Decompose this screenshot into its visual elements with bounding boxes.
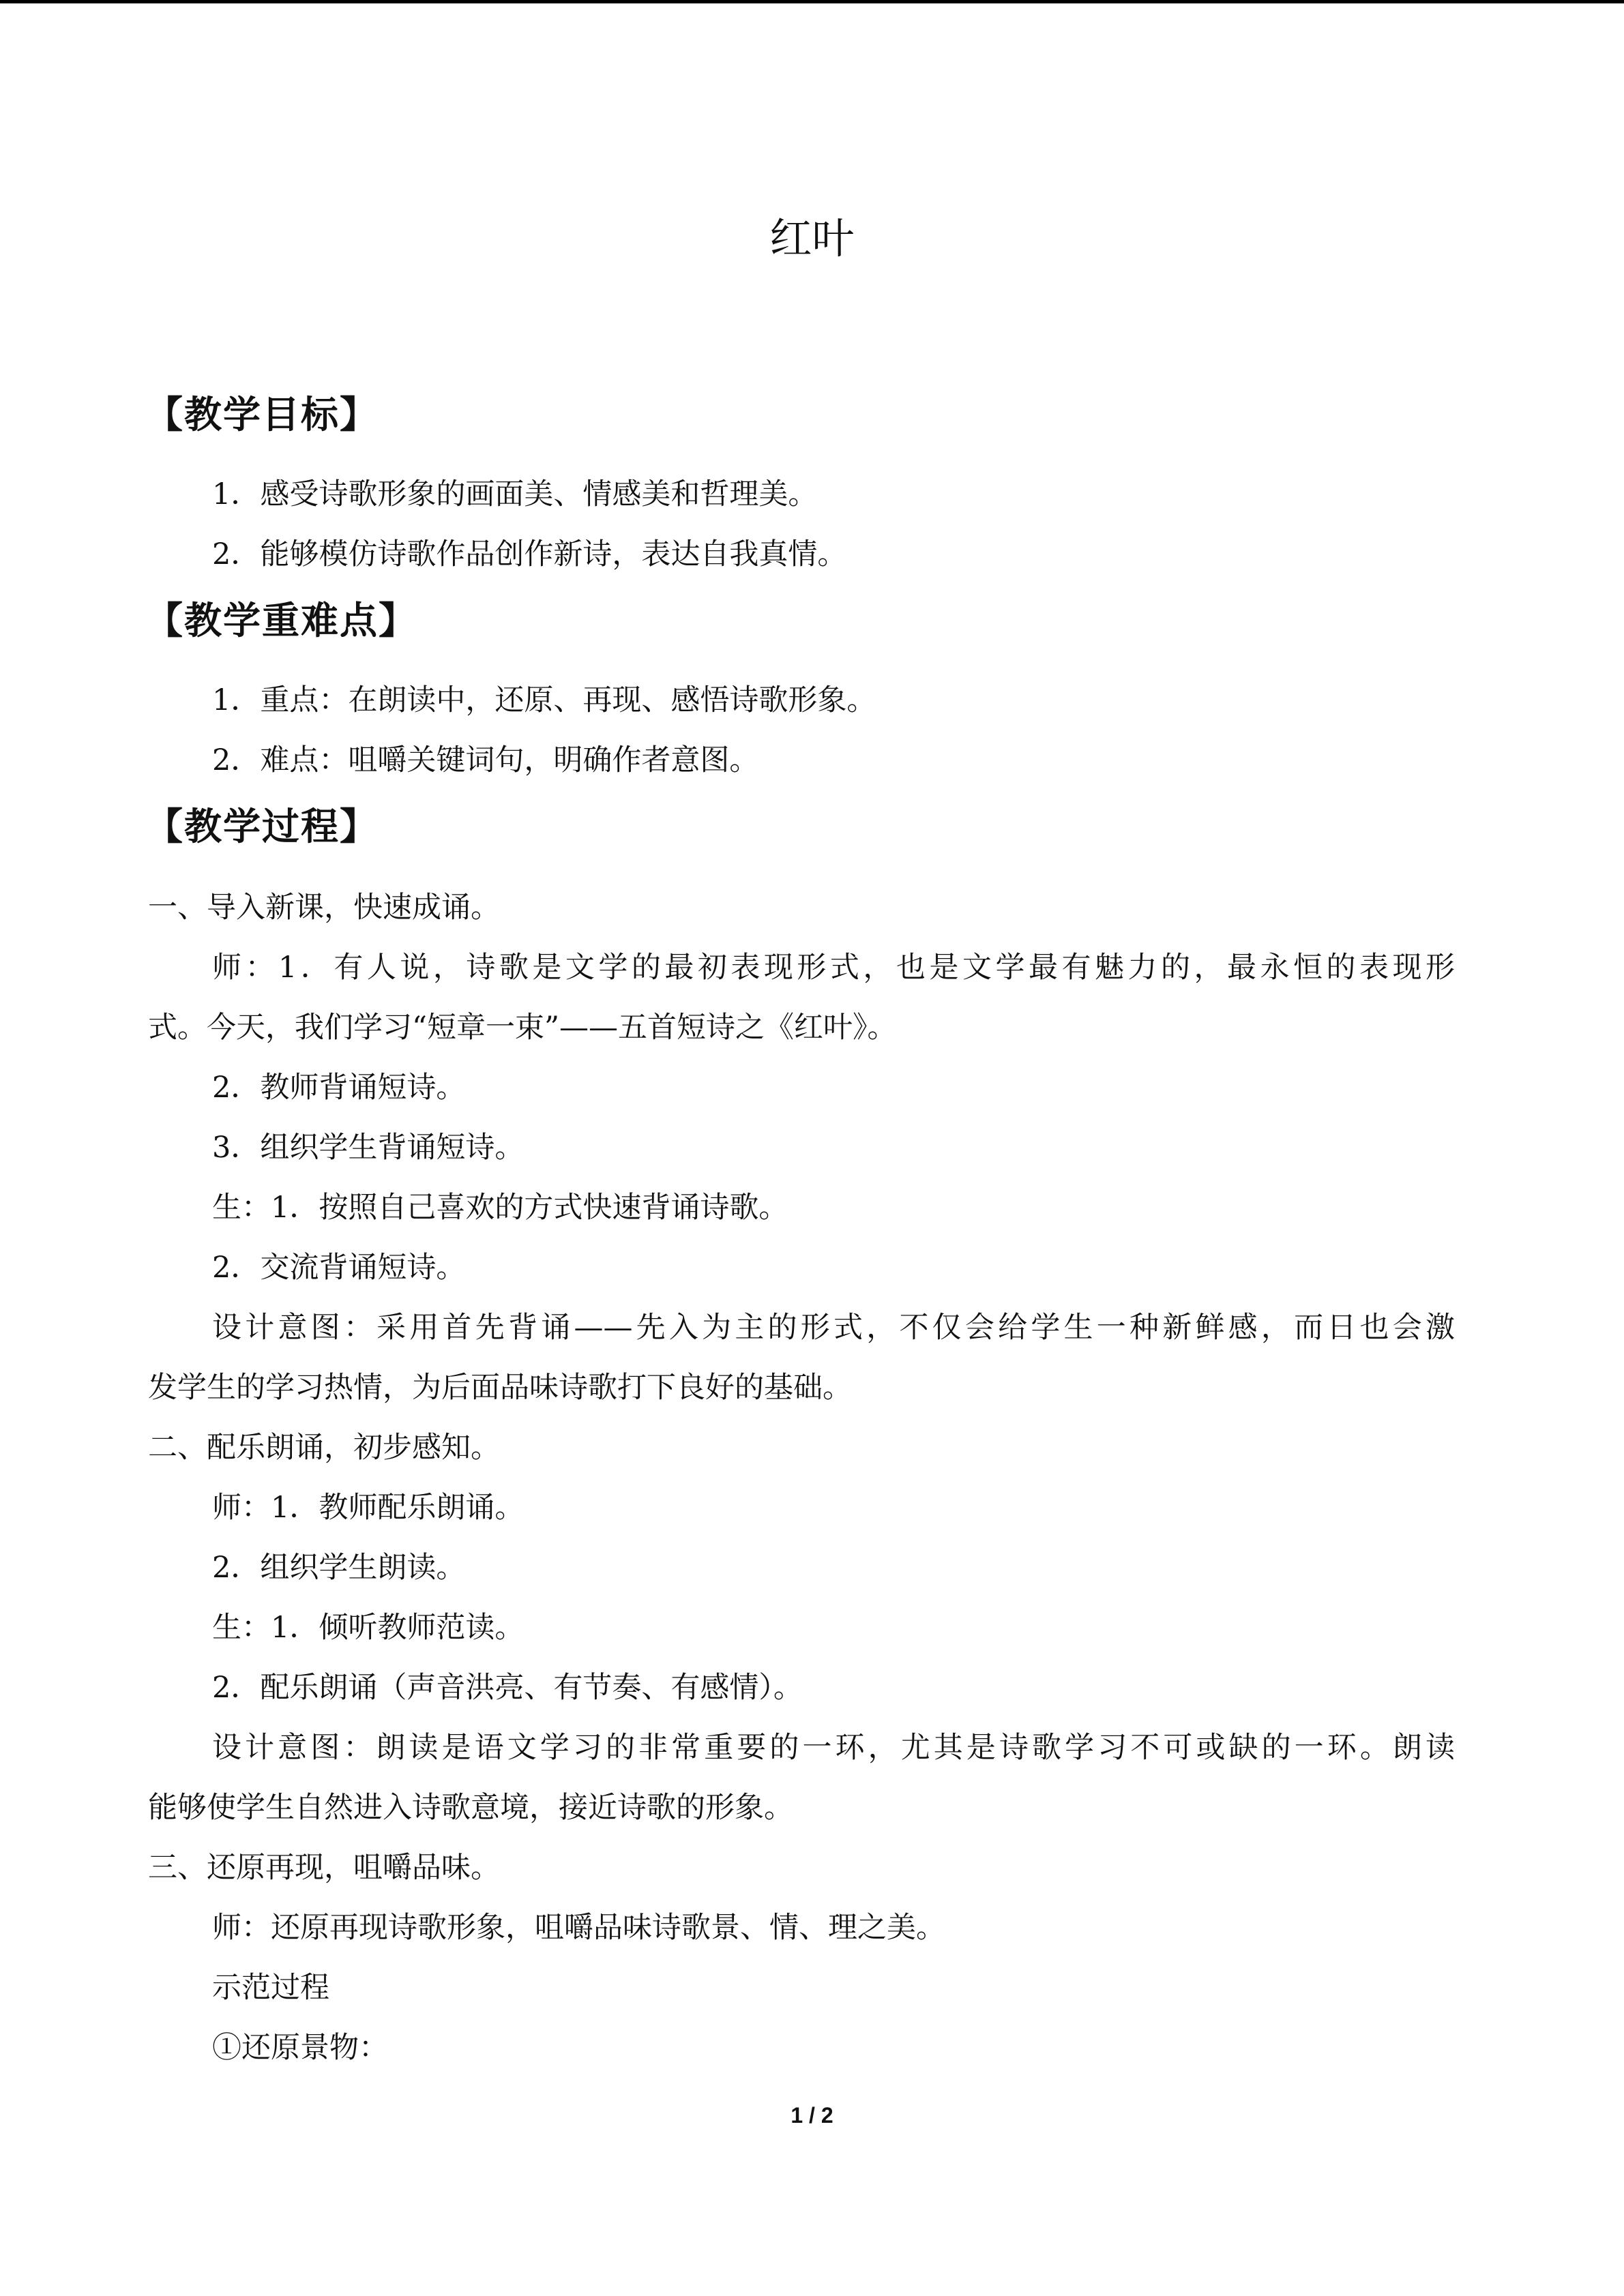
keypoint-item-2: 2．难点：咀嚼关键词句，明确作者意图。 <box>212 743 759 777</box>
page-number: 1 / 2 <box>791 2103 833 2128</box>
heading-teaching-process: 【教学过程】 <box>145 805 379 848</box>
design-intent-line: 设计意图：采用首先背诵——先入为主的形式，不仅会给学生一种新鲜感，而日也会激 <box>212 1311 1455 1345</box>
process-paragraph-line: ①还原景物： <box>212 2031 388 2065</box>
keypoint-item-1: 1．重点：在朗读中，还原、再现、感悟诗歌形象。 <box>212 683 876 717</box>
process-paragraph-line: 式。今天，我们学习“短章一束”——五首短诗之《红叶》。 <box>148 1011 897 1045</box>
process-step-1-title: 一、导入新课，快速成诵。 <box>148 891 500 925</box>
design-intent-line: 设计意图：朗读是语文学习的非常重要的一环，尤其是诗歌学习不可或缺的一环。朗读 <box>212 1731 1455 1765</box>
process-paragraph-line: 2．教师背诵短诗。 <box>212 1071 466 1105</box>
goal-item-1: 1．感受诗歌形象的画面美、情感美和哲理美。 <box>212 477 818 511</box>
process-paragraph-line: 示范过程 <box>212 1971 329 2005</box>
process-paragraph-line: 师：1．有人说，诗歌是文学的最初表现形式，也是文学最有魅力的，最永恒的表现形 <box>212 951 1455 985</box>
heading-key-points: 【教学重难点】 <box>145 599 418 642</box>
process-paragraph-line: 2．配乐朗诵（声音洪亮、有节奏、有感情）。 <box>212 1671 803 1705</box>
process-step-3-title: 三、还原再现，咀嚼品味。 <box>148 1851 500 1885</box>
document-title: 红叶 <box>769 213 855 263</box>
process-paragraph-line: 2．组织学生朗读。 <box>212 1551 466 1585</box>
process-paragraph-line: 生：1．倾听教师范读。 <box>212 1611 525 1645</box>
goal-item-2: 2．能够模仿诗歌作品创作新诗，表达自我真情。 <box>212 537 847 571</box>
heading-teaching-goals: 【教学目标】 <box>145 393 379 436</box>
top-border <box>0 0 1624 3</box>
process-paragraph-line: 师：1．教师配乐朗诵。 <box>212 1491 525 1525</box>
process-paragraph-line: 生：1．按照自己喜欢的方式快速背诵诗歌。 <box>212 1191 788 1225</box>
process-paragraph-line: 2．交流背诵短诗。 <box>212 1251 466 1285</box>
process-paragraph-line: 3．组织学生背诵短诗。 <box>212 1131 525 1165</box>
process-paragraph-line: 师：还原再现诗歌形象，咀嚼品味诗歌景、情、理之美。 <box>212 1911 945 1945</box>
design-intent-line: 能够使学生自然进入诗歌意境，接近诗歌的形象。 <box>148 1791 793 1825</box>
process-step-2-title: 二、配乐朗诵，初步感知。 <box>148 1431 500 1465</box>
design-intent-line: 发学生的学习热情，为后面品味诗歌打下良好的基础。 <box>148 1371 852 1405</box>
